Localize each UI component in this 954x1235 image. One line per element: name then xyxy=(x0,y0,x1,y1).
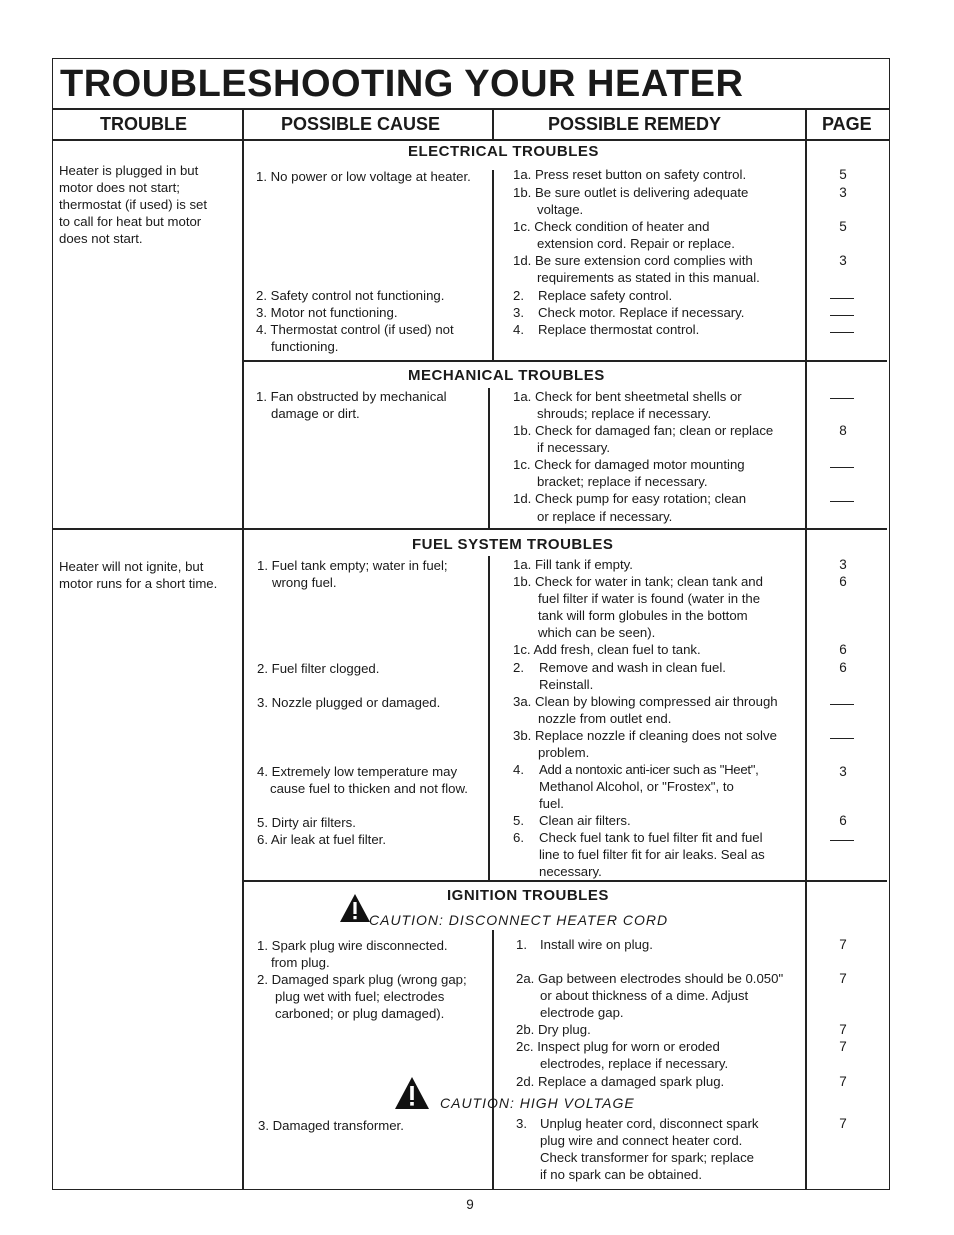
remedy-text: Reinstall. xyxy=(539,677,594,692)
remedy-text: 1a. Fill tank if empty. xyxy=(513,557,633,572)
page-ref-dash xyxy=(830,467,854,468)
trouble-column-divider xyxy=(242,139,244,1190)
page-ref-dash xyxy=(830,738,854,739)
page-column-divider xyxy=(805,139,807,1190)
page-ref-dash xyxy=(830,840,854,841)
trouble-text: motor does not start; xyxy=(59,180,180,195)
section-heading-mechanical: MECHANICAL TROUBLES xyxy=(408,367,605,384)
remedy-text: Add a nontoxic anti-icer such as "Heet", xyxy=(539,762,759,777)
page-ref: 3 xyxy=(839,185,847,200)
remedy-text: shrouds; replace if necessary. xyxy=(537,406,712,421)
header-divider xyxy=(492,108,494,139)
remedy-text: 1b. Be sure outlet is delivering adequate xyxy=(513,185,749,200)
cause-text: 3. Nozzle plugged or damaged. xyxy=(257,695,441,710)
remedy-text: Replace safety control. xyxy=(538,288,673,303)
cause-text: 2. Safety control not functioning. xyxy=(256,288,445,303)
page-ref: 6 xyxy=(839,574,847,589)
trouble-text: Heater is plugged in but xyxy=(59,163,199,178)
page-ref: 8 xyxy=(839,423,847,438)
cause-text: 6. Air leak at fuel filter. xyxy=(257,832,387,847)
remedy-number: 3. xyxy=(513,305,524,320)
cause-text: wrong fuel. xyxy=(272,575,337,590)
trouble-text: to call for heat but motor xyxy=(59,214,202,229)
trouble-text: thermostat (if used) is set xyxy=(59,197,208,212)
remedy-text: requirements as stated in this manual. xyxy=(537,270,760,285)
section-heading-electrical: ELECTRICAL TROUBLES xyxy=(408,143,599,160)
remedy-text: problem. xyxy=(538,745,590,760)
remedy-text: 3a. Clean by blowing compressed air through xyxy=(513,694,778,709)
page-ref: 6 xyxy=(839,813,847,828)
remedy-text: if no spark can be obtained. xyxy=(540,1167,703,1182)
remedy-number: 2. xyxy=(513,288,524,303)
remedy-text: Clean air filters. xyxy=(539,813,631,828)
remedy-number: 1. xyxy=(516,937,527,952)
caution-disconnect-cord: CAUTION: DISCONNECT HEATER CORD xyxy=(369,912,669,928)
section-rule xyxy=(242,880,887,882)
cause-text: 1. Fan obstructed by mechanical xyxy=(256,389,447,404)
cause-text: 1. Spark plug wire disconnected. xyxy=(257,938,448,953)
page-ref-dash xyxy=(830,704,854,705)
page-ref: 6 xyxy=(839,660,847,675)
remedy-text: Check transformer for spark; replace xyxy=(540,1150,755,1165)
remedy-number: 4. xyxy=(513,762,524,777)
remedy-text: tank will form globules in the bottom xyxy=(538,608,748,623)
page-ref: 7 xyxy=(839,937,847,952)
remedy-text: fuel. xyxy=(539,796,564,811)
cause-text: 1. Fuel tank empty; water in fuel; xyxy=(257,558,448,573)
remedy-text: 1a. Check for bent sheetmetal shells or xyxy=(513,389,742,404)
trouble-text: Heater will not ignite, but xyxy=(59,559,204,574)
remedy-text: nozzle from outlet end. xyxy=(538,711,672,726)
remedy-number: 4. xyxy=(513,322,524,337)
column-head-page: PAGE xyxy=(822,114,872,134)
remedy-text: line to fuel filter fit for air leaks. Seal as xyxy=(539,847,765,862)
page-title: TROUBLESHOOTING YOUR HEATER xyxy=(60,63,744,105)
warning-triangle-icon xyxy=(339,893,371,923)
remedy-text: bracket; replace if necessary. xyxy=(537,474,708,489)
trouble-text: does not start. xyxy=(59,231,143,246)
title-rule xyxy=(52,108,890,110)
section-rule xyxy=(242,360,887,362)
remedy-number: 6. xyxy=(513,830,524,845)
remedy-text: 2b. Dry plug. xyxy=(516,1022,591,1037)
page-ref-dash xyxy=(830,398,854,399)
cause-text: functioning. xyxy=(271,339,339,354)
column-head-trouble: TROUBLE xyxy=(100,114,187,134)
remedy-text: 1c. Check condition of heater and xyxy=(513,219,710,234)
cause-remedy-divider xyxy=(492,170,494,360)
cause-text: 4. Extremely low temperature may xyxy=(257,764,458,779)
cause-text: 3. Motor not functioning. xyxy=(256,305,398,320)
column-head-remedy: POSSIBLE REMEDY xyxy=(548,114,722,134)
page-ref: 7 xyxy=(839,1074,847,1089)
remedy-text: Install wire on plug. xyxy=(540,937,653,952)
remedy-text: electrode gap. xyxy=(540,1005,624,1020)
remedy-text: 1b. Check for water in tank; clean tank and xyxy=(513,574,763,589)
remedy-text: 3b. Replace nozzle if cleaning does not solve xyxy=(513,728,777,743)
remedy-text: 2d. Replace a damaged spark plug. xyxy=(516,1074,725,1089)
cause-remedy-divider xyxy=(488,388,490,528)
cause-text: cause fuel to thicken and not flow. xyxy=(270,781,468,796)
remedy-text: Unplug heater cord, disconnect spark xyxy=(540,1116,759,1131)
page-ref: 5 xyxy=(839,219,847,234)
remedy-number: 2. xyxy=(513,660,524,675)
remedy-text: extension cord. Repair or replace. xyxy=(537,236,735,251)
section-rule xyxy=(52,528,887,530)
remedy-number: 5. xyxy=(513,813,524,828)
cause-text: damage or dirt. xyxy=(271,406,360,421)
page-ref-dash xyxy=(830,298,854,299)
remedy-text: if necessary. xyxy=(537,440,611,455)
trouble-text: motor runs for a short time. xyxy=(59,576,218,591)
remedy-text: 2c. Inspect plug for worn or eroded xyxy=(516,1039,720,1054)
remedy-text: fuel filter if water is found (water in the xyxy=(538,591,761,606)
header-divider xyxy=(805,108,807,139)
remedy-text: 2a. Gap between electrodes should be 0.050" xyxy=(516,971,784,986)
page-ref: 7 xyxy=(839,1039,847,1054)
remedy-text: Methanol Alcohol, or "Frostex", to xyxy=(539,779,734,794)
cause-text: 5. Dirty air filters. xyxy=(257,815,356,830)
header-divider xyxy=(242,108,244,139)
cause-text: carboned; or plug damaged). xyxy=(275,1006,445,1021)
remedy-text: 1c. Add fresh, clean fuel to tank. xyxy=(513,642,701,657)
column-head-cause: POSSIBLE CAUSE xyxy=(281,114,441,134)
cause-remedy-divider xyxy=(488,556,490,880)
remedy-text: or replace if necessary. xyxy=(537,509,673,524)
remedy-text: electrodes, replace if necessary. xyxy=(540,1056,729,1071)
page-ref: 3 xyxy=(839,253,847,268)
remedy-text: Replace thermostat control. xyxy=(538,322,700,337)
page-ref: 3 xyxy=(839,557,847,572)
cause-text: 1. No power or low voltage at heater. xyxy=(256,169,471,184)
remedy-text: 1a. Press reset button on safety control. xyxy=(513,167,747,182)
page-ref: 7 xyxy=(839,1116,847,1131)
section-heading-ignition: IGNITION TROUBLES xyxy=(447,887,609,904)
remedy-text: which can be seen). xyxy=(538,625,656,640)
warning-triangle-icon xyxy=(394,1076,430,1110)
remedy-text: Check motor. Replace if necessary. xyxy=(538,305,745,320)
caution-high-voltage: CAUTION: HIGH VOLTAGE xyxy=(440,1095,635,1111)
remedy-text: Check fuel tank to fuel filter fit and fuel xyxy=(539,830,763,845)
cause-text: 2. Damaged spark plug (wrong gap; xyxy=(257,972,467,987)
cause-text: 3. Damaged transformer. xyxy=(258,1118,404,1133)
remedy-text: or about thickness of a dime. Adjust xyxy=(540,988,749,1003)
remedy-text: 1b. Check for damaged fan; clean or replace xyxy=(513,423,774,438)
cause-text: 4. Thermostat control (if used) not xyxy=(256,322,454,337)
remedy-text: voltage. xyxy=(537,202,584,217)
section-heading-fuel: FUEL SYSTEM TROUBLES xyxy=(412,536,614,553)
cause-remedy-divider xyxy=(492,930,494,1190)
cause-text: plug wet with fuel; electrodes xyxy=(275,989,445,1004)
remedy-number: 3. xyxy=(516,1116,527,1131)
remedy-text: Remove and wash in clean fuel. xyxy=(539,660,726,675)
remedy-text: 1d. Be sure extension cord complies with xyxy=(513,253,753,268)
remedy-text: 1d. Check pump for easy rotation; clean xyxy=(513,491,747,506)
page-ref-dash xyxy=(830,315,854,316)
remedy-text: plug wire and connect heater cord. xyxy=(540,1133,743,1148)
page-ref: 3 xyxy=(839,764,847,779)
header-rule xyxy=(52,139,890,141)
page-ref: 7 xyxy=(839,971,847,986)
page-ref: 7 xyxy=(839,1022,847,1037)
page-ref: 6 xyxy=(839,642,847,657)
page-ref-dash xyxy=(830,332,854,333)
cause-text: from plug. xyxy=(271,955,330,970)
remedy-text: necessary. xyxy=(539,864,602,879)
page-ref-dash xyxy=(830,501,854,502)
remedy-text: 1c. Check for damaged motor mounting xyxy=(513,457,745,472)
page-ref: 5 xyxy=(839,167,847,182)
cause-text: 2. Fuel filter clogged. xyxy=(257,661,380,676)
page-number: 9 xyxy=(466,1197,474,1212)
